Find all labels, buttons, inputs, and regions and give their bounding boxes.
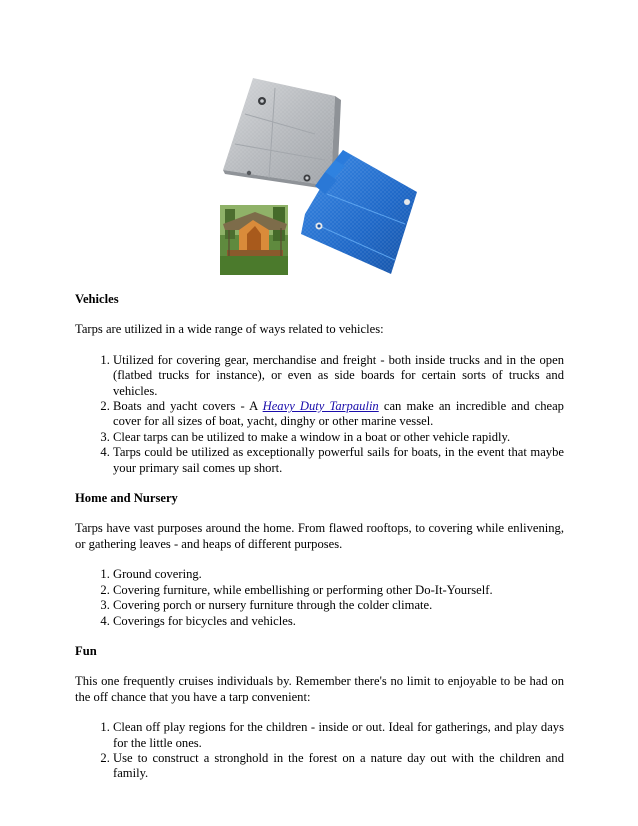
list-item: 1. Ground covering. [113,567,564,582]
tarps-product-image [215,74,425,279]
list-item: 4. Tarps could be utilized as exceptionally powerful sails for boats, in the event that maybe your primary sail comes up short. [113,445,564,476]
list-item: 3. Covering porch or nursery furniture through the colder climate. [113,598,564,613]
home-section [75,491,564,629]
list-item: 1. Clean off play regions for the children - inside or out. Ideal for gatherings, and play days for the little ones. [113,720,564,751]
fun-list [75,720,564,782]
tent-photo [220,205,288,275]
fun-intro: This one frequently cruises individuals by. Remember there's no limit to enjoyable to be had on the off chance that you have a tarp convenient: [75,674,564,704]
vehicles-heading: Vehicles [75,292,119,306]
article-body [75,292,564,782]
list-item-text: can make an incredible and cheap cover for all sizes of boat, yacht, dinghy or other marine vessel. [113,399,564,429]
vehicles-intro: Tarps are utilized in a wide range of ways related to vehicles: [75,322,384,337]
tarps-illustration [215,74,425,279]
fun-section [75,644,564,782]
list-item: 4. Coverings for bicycles and vehicles. [113,614,564,629]
list-item: 3. Clear tarps can be utilized to make a window in a boat or other vehicle rapidly. [113,430,564,445]
fun-heading: Fun [75,643,97,658]
home-heading: Home and Nursery [75,491,178,506]
silver-tarp [223,78,341,190]
list-item: 1. Utilized for covering gear, merchandise and freight - both inside trucks and in the open (flatbed trucks for instance), or even as side boards for certain sorts of trucks and vehicles. [113,353,564,399]
home-intro: Tarps have vast purposes around the home. From flawed rooftops, to covering while enlivening, or gathering leaves - and heaps of different purposes. [75,521,564,551]
home-list [75,567,564,629]
list-item-text: Boats and yacht covers - A [113,399,263,414]
heavy-duty-tarpaulin-link[interactable]: Heavy Duty Tarpaulin [262,399,379,414]
vehicles-list [75,353,564,476]
vehicles-section [75,292,564,476]
list-item: 2. Use to construct a stronghold in the forest on a nature day out with the children and family. [113,751,564,782]
list-item: 2. Covering furniture, while embellishing or performing other Do-It-Yourself. [113,583,564,598]
list-item [113,399,564,430]
